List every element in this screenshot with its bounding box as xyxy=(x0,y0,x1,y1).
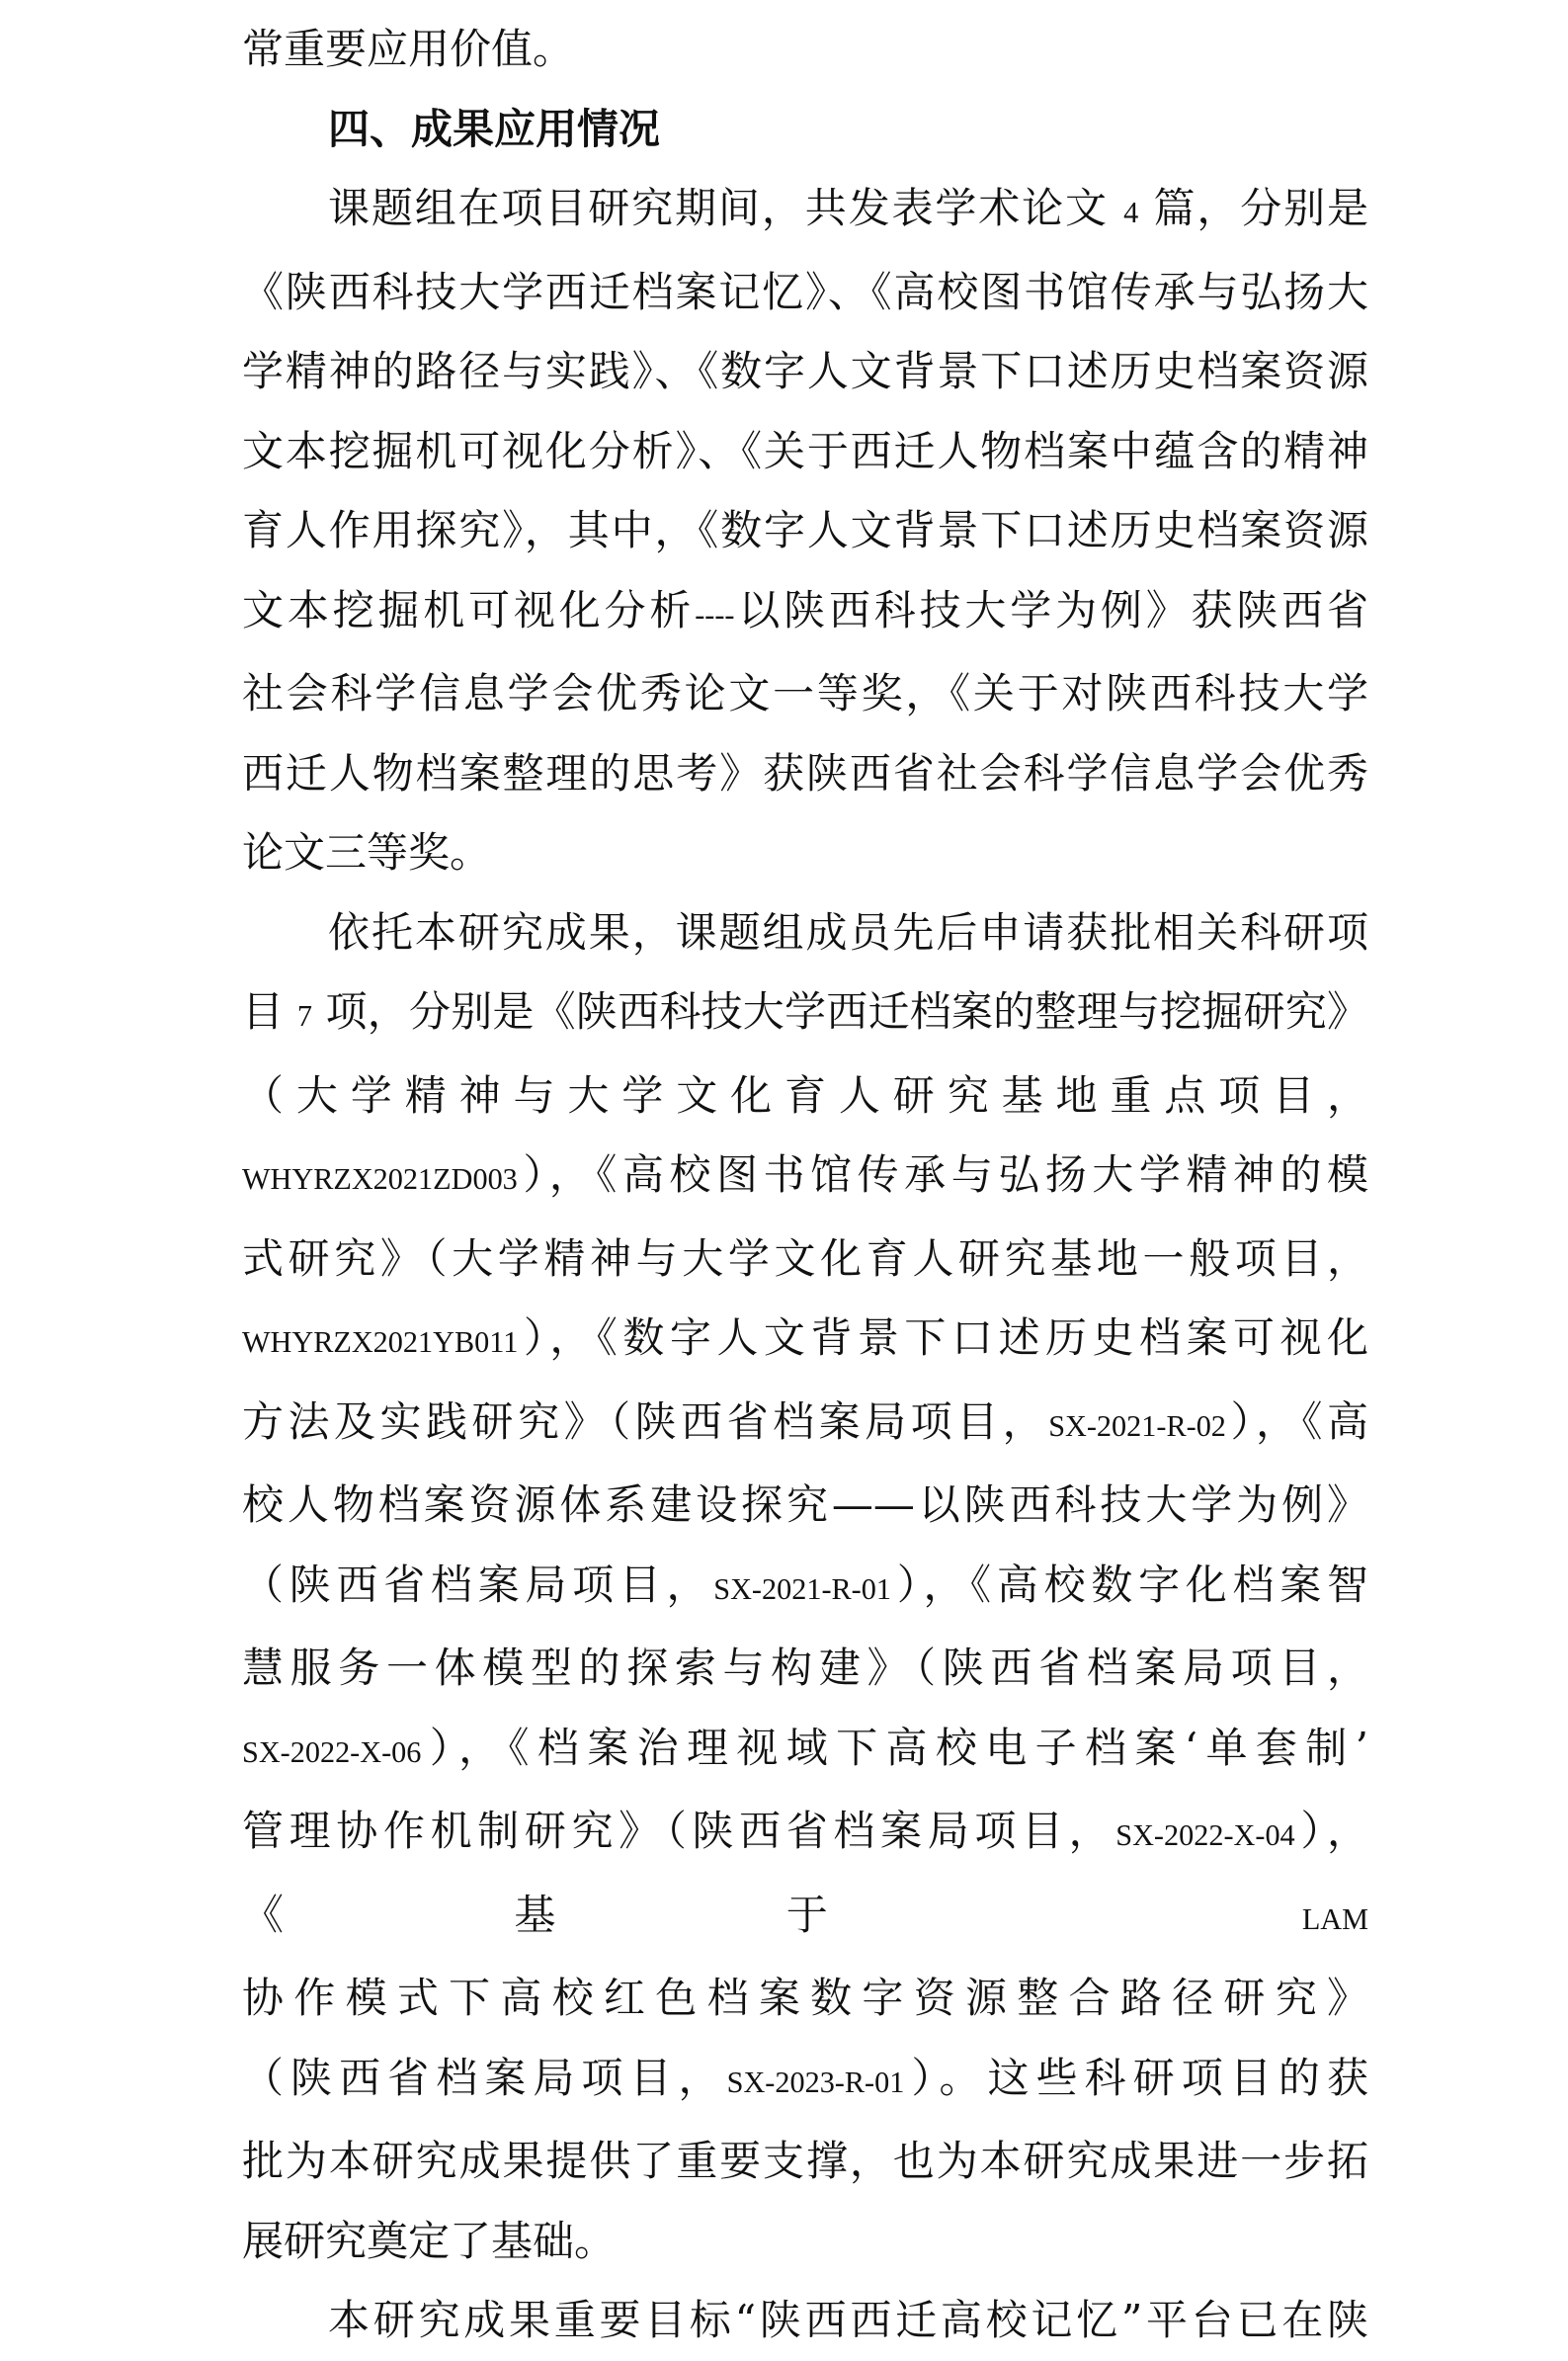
latin-run: WHYRZX2021YB011 xyxy=(242,1325,519,1359)
text-line: 《陕西科技大学西迁档案记忆》、《高校图书馆传承与弘扬大 xyxy=(242,267,1368,316)
latin-run: SX-2022-X-04 xyxy=(1115,1818,1295,1852)
latin-run: WHYRZX2021ZD003 xyxy=(242,1162,518,1196)
latin-run: SX-2021-R-01 xyxy=(713,1571,891,1606)
text-line: 方法及实践研究》（陕西省档案局项目，SX-2021-R-02），《高 xyxy=(242,1396,1368,1446)
latin-run: ---- xyxy=(695,597,735,632)
latin-run: SX-2023-R-01 xyxy=(726,2065,905,2099)
text-line: 育人作用探究》，其中，《数字人文背景下口述历史档案资源 xyxy=(242,506,1368,554)
text-line: 文本挖掘机可视化分析》、《关于西迁人物档案中蕴含的精神 xyxy=(242,426,1368,475)
section-heading: 四、成果应用情况 xyxy=(328,104,661,153)
text-line: 校人物档案资源体系建设探究——以陕西科技大学为例》 xyxy=(242,1480,1368,1529)
text-line: WHYRZX2021YB011），《数字人文背景下口述历史档案可视化 xyxy=(242,1313,1368,1362)
text-line: 慧服务一体模型的探索与构建》（陕西省档案局项目， xyxy=(242,1644,1368,1692)
text-line: 批为本研究成果提供了重要支撑，也为本研究成果进一步拓 xyxy=(242,2137,1368,2185)
text-line: （陕西省档案局项目，SX-2021-R-01），《高校数字化档案智 xyxy=(242,1560,1368,1609)
text-line: 学精神的路径与实践》、《数字人文背景下口述历史档案资源 xyxy=(242,347,1368,395)
text-line: （大学精神与大学文化育人研究基地重点项目， xyxy=(242,1070,1368,1120)
text-line: WHYRZX2021ZD003），《高校图书馆传承与弘扬大学精神的模 xyxy=(242,1150,1368,1199)
text-line: 管理协作机制研究》（陕西省档案局项目，SX-2022-X-04）， xyxy=(242,1807,1368,1855)
text-line: 式研究》（大学精神与大学文化育人研究基地一般项目， xyxy=(242,1233,1368,1283)
text-line: 论文三等奖。 xyxy=(242,828,492,877)
latin-run: 4 xyxy=(1123,196,1139,229)
latin-run: SX-2021-R-02 xyxy=(1048,1408,1226,1443)
text-line: 依托本研究成果，课题组成员先后申请获批相关科研项 xyxy=(328,907,1368,957)
text-line: 常重要应用价值。 xyxy=(242,25,575,73)
text-line: 目 7 项，分别是《陕西科技大学西迁档案的整理与挖掘研究》 xyxy=(242,987,1368,1036)
text-line: 本研究成果重要目标“陕西西迁高校记忆”平台已在陕 xyxy=(328,2296,1368,2344)
latin-run: 7 xyxy=(296,999,312,1033)
text-line: SX-2022-X-06），《档案治理视域下高校电子档案‘单套制’ xyxy=(242,1723,1368,1772)
latin-run: LAM xyxy=(1301,1901,1368,1936)
text-line: 课题组在项目研究期间，共发表学术论文 4 篇，分别是 xyxy=(328,184,1368,232)
text-line: 西迁人物档案整理的思考》获陕西省社会科学信息学会优秀 xyxy=(242,748,1368,798)
document-page xyxy=(242,10,1368,2361)
text-line: 文本挖掘机可视化分析----以陕西科技大学为例》获陕西省 xyxy=(242,585,1368,634)
text-line: 《基于 LAM 协作模式下高校红色档案数字资源整合路径研究》 xyxy=(242,1890,1368,2022)
text-line: 展研究奠定了基础。 xyxy=(242,2216,617,2265)
latin-run: SX-2022-X-06 xyxy=(242,1734,422,1769)
text-line: 社会科学信息学会优秀论文一等奖，《关于对陕西科技大学 xyxy=(242,669,1368,717)
text-line: （陕西省档案局项目，SX-2023-R-01）。这些科研项目的获 xyxy=(242,2053,1368,2102)
